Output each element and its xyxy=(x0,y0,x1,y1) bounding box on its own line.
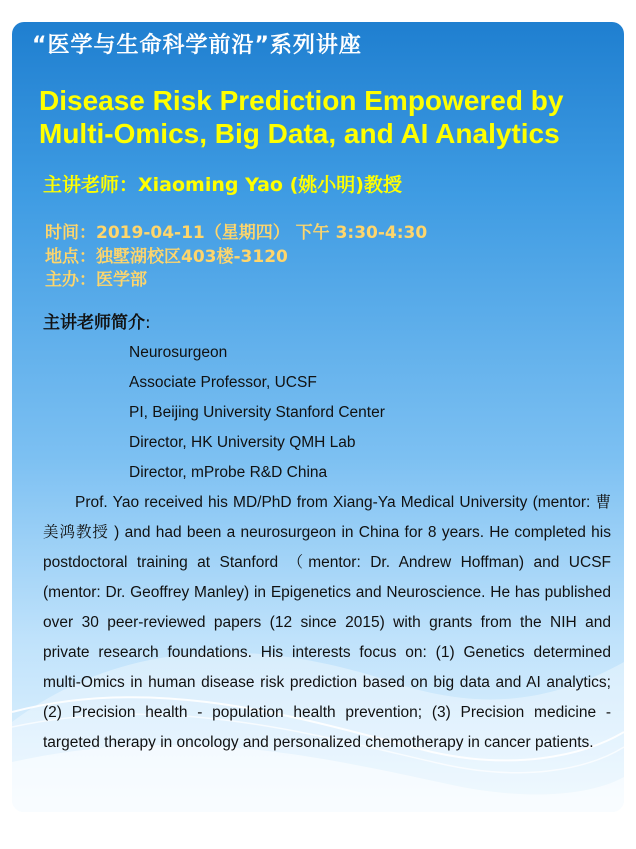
lecture-series-title: “医学与生命科学前沿”系列讲座 xyxy=(32,33,362,58)
role-item: Neurosurgeon xyxy=(129,344,228,361)
bio-heading xyxy=(43,308,151,333)
lecture-title: Disease Risk Prediction Empowered by Multi-Omics, Big Data, and AI Analytics xyxy=(39,85,564,149)
lecture-poster xyxy=(12,22,624,812)
speaker-line: 主讲老师：Xiaoming Yao (姚小明)教授 xyxy=(43,174,402,196)
bio-heading-text: 主讲老师简介 xyxy=(43,313,145,333)
role-item: PI, Beijing University Stanford Center xyxy=(129,404,385,421)
role-item: Associate Professor, UCSF xyxy=(129,374,317,391)
role-item: Director, mProbe R&D China xyxy=(129,464,328,481)
role-item: Director, HK University QMH Lab xyxy=(129,434,356,451)
location-line: 地点：独墅湖校区403楼-3120 xyxy=(45,247,288,267)
host-line: 主办：医学部 xyxy=(45,270,147,290)
bio-heading-colon: : xyxy=(145,313,151,333)
time-line: 时间：2019-04-11（星期四） 下午 3:30-4:30 xyxy=(45,223,428,243)
bio-paragraph: Prof. Yao received his MD/PhD from Xiang-Ya Medical University (mentor: 曹美鸿教授 ) and had been a neurosurgeon in China for 8 years. He completed his postdoctoral training at Stanford （mentor: Dr. Andrew Hoffman) and UCSF (mentor: Dr. Geoffrey Manley) in Epigenetics and Neuroscience. He has published over 30 peer-reviewed papers (12 since 2015) with grants from the NIH and private research foundations. His interests focus on: (1) Genetics determined multi-Omics in human disease risk prediction based on big data and AI analytics; (2) Precision health - population health prevention; (3) Precision medicine - targeted therapy in oncology and personalized chemotherapy in cancer patients. xyxy=(43,494,611,751)
